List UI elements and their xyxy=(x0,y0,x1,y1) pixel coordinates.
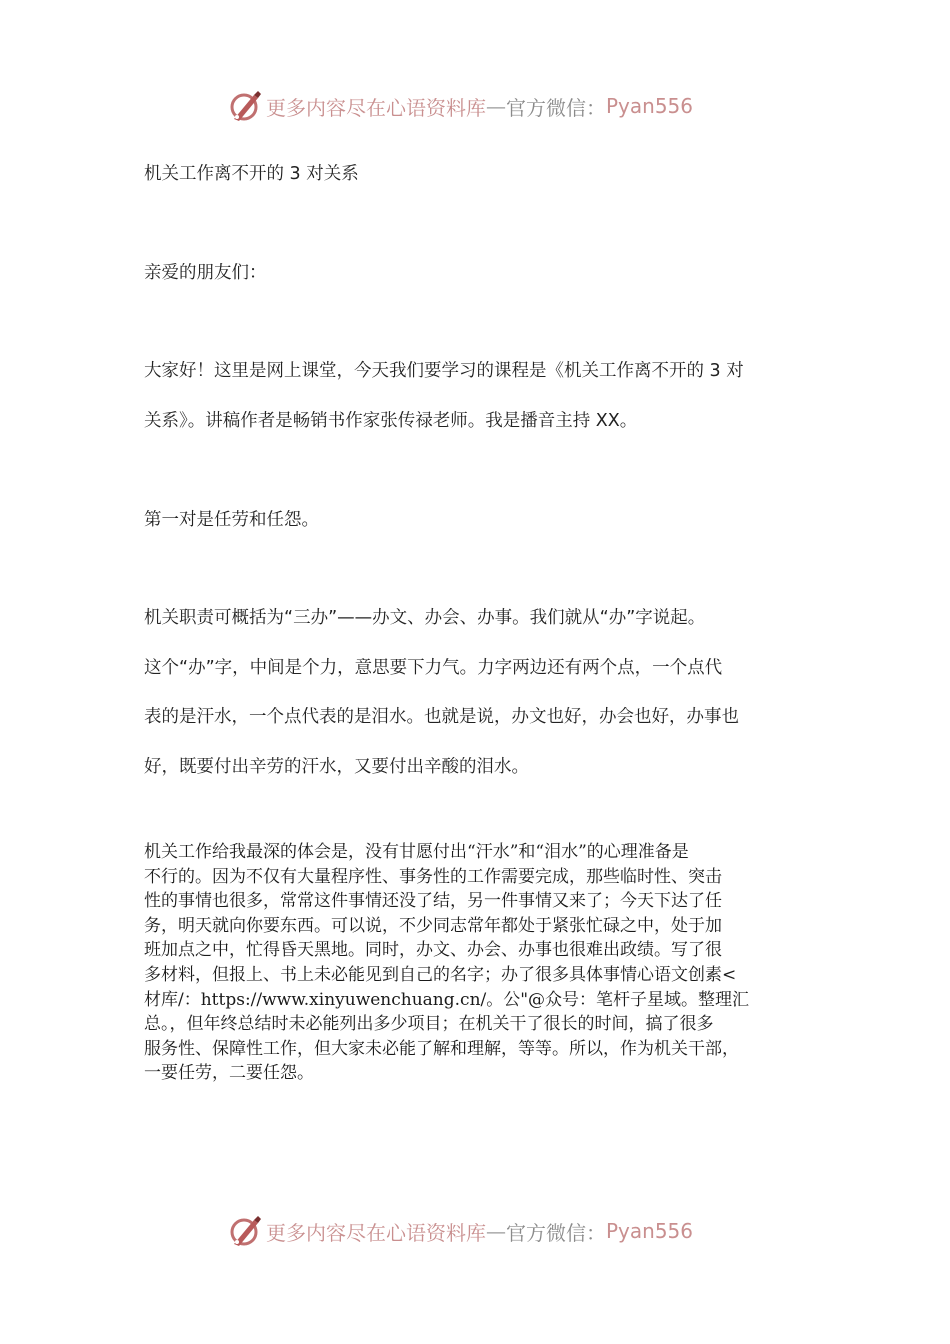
banner-wechat-id: Pyan556 xyxy=(606,94,694,118)
paragraph2-line: 一要任劳，二要任怨。 xyxy=(144,1063,314,1084)
banner-dash: — xyxy=(486,1219,506,1243)
paragraph2 xyxy=(144,840,814,1086)
footer-banner xyxy=(228,1211,693,1251)
banner-main-text: 更多内容尽在心语资料库 xyxy=(266,95,486,120)
banner-main-text: 更多内容尽在心语资料库 xyxy=(266,1220,486,1245)
paragraph1-line: 机关职责可概括为“三办”——办文、办会、办事。我们就从“办”字说起。 xyxy=(144,608,706,628)
paragraph2-line: 务，明天就向你要东西。可以说，不少同志常年都处于紧张忙碌之中，处于加 xyxy=(144,915,722,936)
paragraph2-line: 性的事情也很多，常常这件事情还没了结，另一件事情又来了；今天下达了任 xyxy=(144,891,722,912)
paragraph2-line: 服务性、保障性工作，但大家未必能了解和理解，等等。所以，作为机关干部， xyxy=(144,1038,739,1059)
intro-line: 关系》。讲稿作者是畅销书作家张传禄老师。我是播音主持 XX。 xyxy=(144,411,638,431)
paragraph2-line: 总。，但年终总结时未必能列出多少项目；在机关干了很长的时间，搞了很多 xyxy=(144,1014,714,1035)
banner-wechat-id: Pyan556 xyxy=(606,1219,694,1243)
paragraph2-line: 不行的。因为不仅有大量程序性、事务性的工作需要完成，那些临时性、突击 xyxy=(144,866,722,887)
document-title: 机关工作离不开的 3 对关系 xyxy=(144,164,359,184)
section-heading: 第一对是任劳和任怨。 xyxy=(144,510,319,530)
banner-wechat-label: 官方微信： xyxy=(506,1220,606,1245)
paragraph2-line: 多材料，但报上、书上未必能见到自己的名字；办了很多具体事情心语文创素< xyxy=(144,964,737,985)
paragraph1-line: 好，既要付出辛劳的汗水，又要付出辛酸的泪水。 xyxy=(144,757,529,777)
intro-line: 大家好！这里是网上课堂，今天我们要学习的课程是《机关工作离不开的 3 对 xyxy=(144,361,744,381)
pen-logo-icon xyxy=(228,1214,262,1248)
paragraph2-line: 班加点之中，忙得昏天黑地。同时，办文、办会、办事也很难出政绩。写了很 xyxy=(144,940,722,961)
paragraph2-line: 材库/：https://www.xinyuwenchuang.cn/。公"@众号：笔杆子星域。整理汇 xyxy=(144,989,750,1010)
header-banner xyxy=(228,86,693,126)
greeting: 亲爱的朋友们： xyxy=(144,263,267,283)
banner-dash: — xyxy=(486,94,506,118)
pen-logo-icon xyxy=(228,89,262,123)
banner-wechat-label: 官方微信： xyxy=(506,95,606,120)
paragraph1-line: 表的是汗水，一个点代表的是泪水。也就是说，办文也好，办会也好，办事也 xyxy=(144,707,739,727)
paragraph2-line: 机关工作给我最深的体会是，没有甘愿付出“汗水”和“泪水”的心理准备是 xyxy=(144,842,689,862)
paragraph1-line: 这个“办”字，中间是个力，意思要下力气。力字两边还有两个点，一个点代 xyxy=(144,658,723,678)
